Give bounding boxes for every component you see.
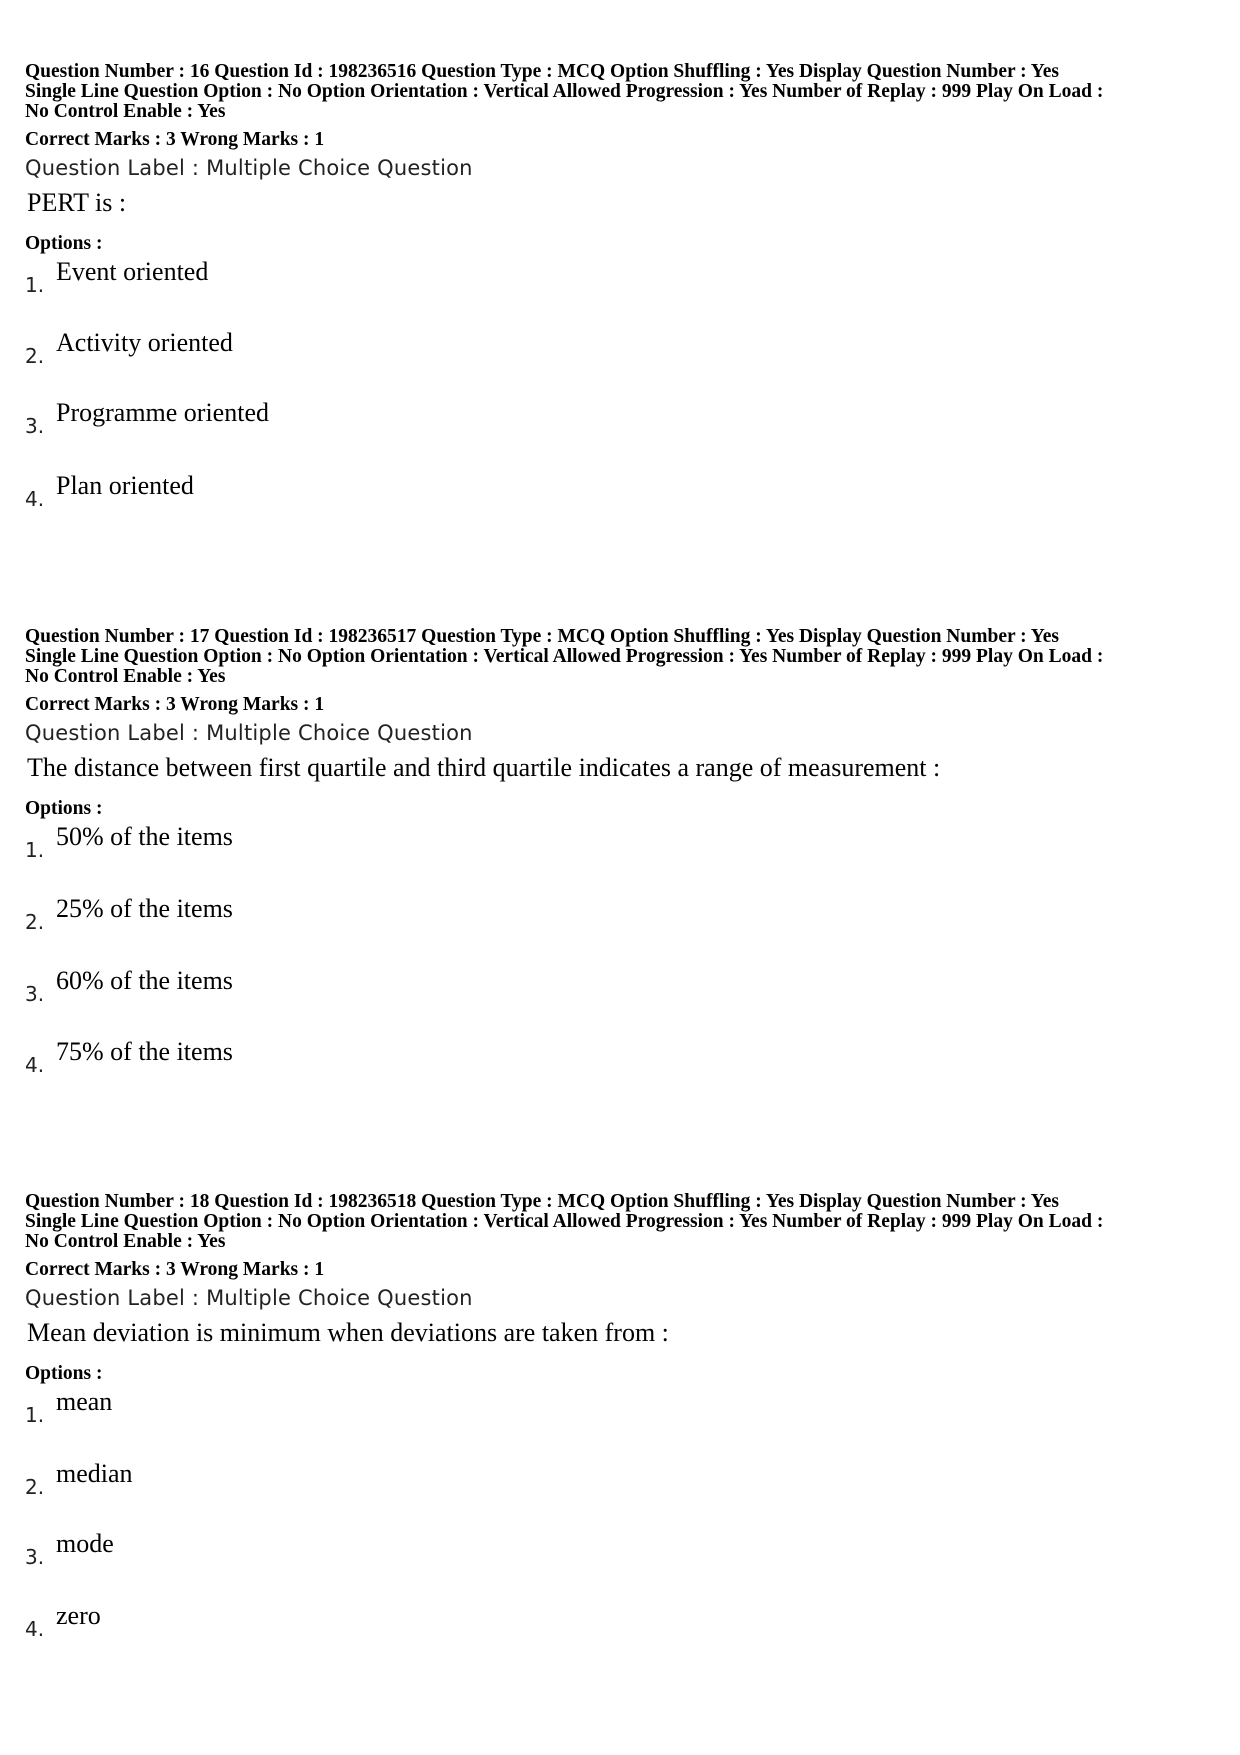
option-item[interactable] bbox=[25, 258, 625, 298]
option-text: Plan oriented bbox=[56, 471, 194, 500]
options-list bbox=[25, 819, 1220, 1099]
option-item[interactable] bbox=[25, 823, 625, 863]
option-item[interactable] bbox=[25, 1038, 625, 1078]
option-text: 50% of the items bbox=[56, 822, 233, 851]
option-number: 2. bbox=[25, 910, 45, 934]
options-heading: Options : bbox=[25, 798, 103, 819]
option-text: 60% of the items bbox=[56, 966, 233, 995]
question-meta-line-2: Single Line Question Option : No Option Orientation : Vertical Allowed Progression : Yes Number of Replay : 999 Play On Load : bbox=[25, 646, 1104, 667]
options-list bbox=[25, 254, 1220, 534]
question-meta-line-1: Question Number : 16 Question Id : 198236516 Question Type : MCQ Option Shuffling : Yes Display Question Number : Yes bbox=[25, 61, 1059, 82]
options-list bbox=[25, 1384, 1220, 1664]
options-heading: Options : bbox=[25, 1363, 103, 1384]
marks-line: Correct Marks : 3 Wrong Marks : 1 bbox=[25, 129, 325, 150]
option-text: 25% of the items bbox=[56, 894, 233, 923]
option-number: 2. bbox=[25, 344, 45, 368]
option-item[interactable] bbox=[25, 1602, 625, 1642]
options-heading: Options : bbox=[25, 233, 103, 254]
marks-line: Correct Marks : 3 Wrong Marks : 1 bbox=[25, 694, 325, 715]
marks-line: Correct Marks : 3 Wrong Marks : 1 bbox=[25, 1259, 325, 1280]
question-label: Question Label : Multiple Choice Question bbox=[25, 721, 473, 745]
option-item[interactable] bbox=[25, 472, 625, 512]
option-number: 1. bbox=[25, 1403, 45, 1427]
option-number: 4. bbox=[25, 487, 45, 511]
option-number: 2. bbox=[25, 1475, 45, 1499]
question-meta-line-1: Question Number : 18 Question Id : 198236518 Question Type : MCQ Option Shuffling : Yes Display Question Number : Yes bbox=[25, 1191, 1059, 1212]
option-number: 3. bbox=[25, 1545, 45, 1569]
option-text: mean bbox=[56, 1387, 113, 1416]
option-number: 4. bbox=[25, 1617, 45, 1641]
question-meta-line-3: No Control Enable : Yes bbox=[25, 1231, 226, 1252]
question-label: Question Label : Multiple Choice Question bbox=[25, 1286, 473, 1310]
option-text: median bbox=[56, 1459, 133, 1488]
question-label: Question Label : Multiple Choice Question bbox=[25, 156, 473, 180]
option-text: Programme oriented bbox=[56, 398, 269, 427]
question-meta-line-2: Single Line Question Option : No Option Orientation : Vertical Allowed Progression : Yes Number of Replay : 999 Play On Load : bbox=[25, 1211, 1104, 1232]
question-meta-line-3: No Control Enable : Yes bbox=[25, 666, 226, 687]
option-number: 4. bbox=[25, 1053, 45, 1077]
option-text: Event oriented bbox=[56, 257, 209, 286]
option-item[interactable] bbox=[25, 1530, 625, 1570]
question-stem: Mean deviation is minimum when deviations are taken from : bbox=[27, 1318, 669, 1347]
question-block-18 bbox=[25, 1192, 1220, 1664]
option-text: 75% of the items bbox=[56, 1037, 233, 1066]
question-block-16 bbox=[25, 62, 1220, 534]
option-number: 1. bbox=[25, 273, 45, 297]
option-text: zero bbox=[56, 1601, 101, 1630]
question-meta-line-1: Question Number : 17 Question Id : 198236517 Question Type : MCQ Option Shuffling : Yes Display Question Number : Yes bbox=[25, 626, 1059, 647]
option-number: 3. bbox=[25, 982, 45, 1006]
option-text: mode bbox=[56, 1529, 114, 1558]
question-stem: The distance between first quartile and third quartile indicates a range of measurement : bbox=[27, 753, 941, 782]
option-item[interactable] bbox=[25, 329, 625, 369]
option-item[interactable] bbox=[25, 1460, 625, 1500]
option-number: 3. bbox=[25, 414, 45, 438]
question-block-17 bbox=[25, 627, 1220, 1099]
option-item[interactable] bbox=[25, 895, 625, 935]
option-item[interactable] bbox=[25, 1388, 625, 1428]
option-item[interactable] bbox=[25, 399, 625, 439]
question-stem: PERT is : bbox=[27, 188, 127, 217]
option-number: 1. bbox=[25, 838, 45, 862]
option-text: Activity oriented bbox=[56, 328, 233, 357]
option-item[interactable] bbox=[25, 967, 625, 1007]
question-meta-line-2: Single Line Question Option : No Option Orientation : Vertical Allowed Progression : Yes Number of Replay : 999 Play On Load : bbox=[25, 81, 1104, 102]
question-meta-line-3: No Control Enable : Yes bbox=[25, 101, 226, 122]
